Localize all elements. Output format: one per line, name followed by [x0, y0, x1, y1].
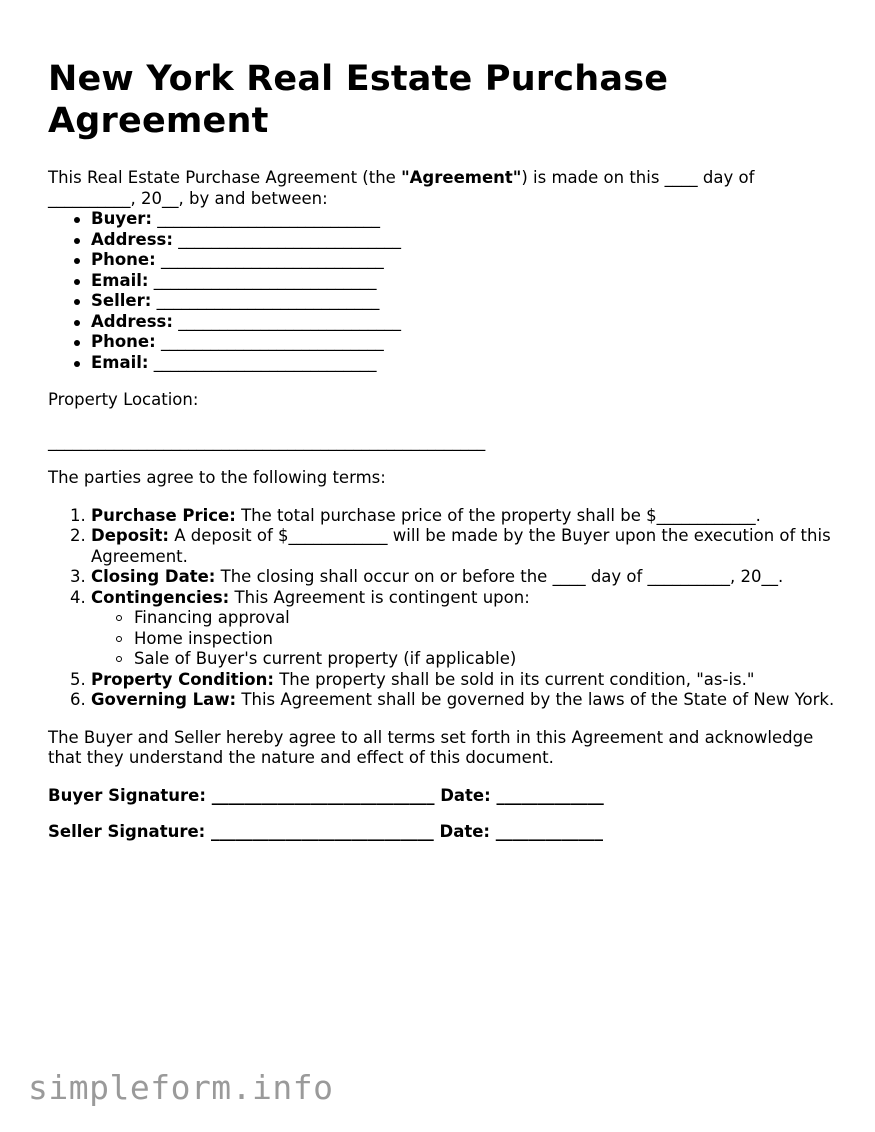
buyer-info-list: [48, 209, 838, 291]
seller-date-field[interactable]: _____________: [495, 822, 604, 841]
document: [48, 58, 838, 843]
closing-paragraph: The Buyer and Seller hereby agree to all terms set forth in this Agreement and acknowledge that they understand the nature and effect of this document.: [48, 727, 814, 767]
term-governing-law: [48, 690, 838, 711]
seller-phone-field[interactable]: ___________________________: [160, 332, 384, 351]
term-purchase-price: [48, 506, 838, 527]
buyer-signature-field[interactable]: ___________________________: [211, 785, 435, 805]
seller-name-field[interactable]: ___________________________: [156, 291, 380, 310]
field-label: Address:: [91, 311, 173, 331]
intro-text-end: ) is made on this ____ day of __________, 20__, by and between:: [48, 168, 755, 208]
term-deposit: [48, 526, 838, 567]
field-label: Phone:: [91, 250, 156, 269]
term-label: Governing Law:: [91, 690, 237, 709]
contingency-list: [91, 608, 838, 670]
buyer-address-field[interactable]: ___________________________: [178, 229, 401, 249]
term-label: Contingencies:: [91, 587, 230, 607]
terms-intro: The parties agree to the following terms:: [48, 468, 386, 487]
seller-email-field[interactable]: ___________________________: [153, 352, 377, 372]
watermark: simpleform.info: [28, 1068, 334, 1107]
list-item: [48, 271, 838, 292]
field-label: Email:: [91, 352, 149, 372]
buyer-signature-row: [48, 786, 838, 807]
list-item: Sale of Buyer's current property (if applicable): [91, 649, 838, 670]
term-closing-date: [48, 567, 838, 588]
term-contingencies: [48, 588, 838, 670]
property-location-field[interactable]: _____________________________________________________: [48, 431, 486, 451]
term-text: The property shall be sold in its current condition, "as-is.": [273, 669, 755, 689]
seller-signature-field[interactable]: ___________________________: [211, 822, 434, 841]
term-property-condition: [48, 670, 838, 691]
page-title: New York Real Estate Purchase Agreement: [48, 59, 669, 141]
buyer-date-field[interactable]: _____________: [496, 785, 604, 805]
term-number: 6.: [70, 690, 86, 709]
list-item: Financing approval: [91, 608, 838, 629]
list-item: [48, 332, 838, 353]
list-item: [48, 209, 838, 230]
buyer-name-field[interactable]: ___________________________: [157, 209, 381, 228]
term-text: This Agreement shall be governed by the laws of the State of New York.: [236, 690, 835, 709]
term-label: Closing Date:: [91, 567, 216, 586]
term-number: 4.: [70, 587, 86, 607]
field-label: Seller:: [91, 291, 152, 310]
buyer-email-field[interactable]: ___________________________: [153, 270, 377, 290]
seller-info-list: [48, 291, 838, 373]
term-number: 2.: [70, 526, 86, 545]
property-location-label: Property Location:: [48, 390, 199, 409]
term-number: 5.: [70, 669, 86, 689]
intro-paragraph: [48, 168, 838, 209]
term-number: 1.: [70, 505, 86, 525]
field-label: Address:: [91, 229, 173, 249]
list-item: [48, 250, 838, 271]
field-label: Phone:: [91, 332, 156, 351]
seller-signature-row: [48, 822, 838, 843]
list-item: [48, 230, 838, 251]
intro-text-start: This Real Estate Purchase Agreement (the: [48, 168, 402, 187]
list-item: [48, 312, 838, 333]
term-text: The total purchase price of the property shall be $____________.: [235, 505, 761, 525]
list-item: [48, 353, 838, 374]
term-text: A deposit of $____________ will be made by the Buyer upon the execution of this Agreement.: [91, 526, 831, 566]
field-label: Email:: [91, 270, 149, 290]
buyer-phone-field[interactable]: ___________________________: [160, 250, 384, 269]
terms-list: [48, 506, 838, 711]
term-text: The closing shall occur on or before the ____ day of __________, 20__.: [215, 567, 784, 586]
seller-date-label: Date:: [439, 822, 491, 841]
list-item: Home inspection: [91, 629, 838, 650]
term-label: Purchase Price:: [91, 505, 236, 525]
seller-address-field[interactable]: ___________________________: [178, 311, 401, 331]
term-text: This Agreement is contingent upon:: [229, 587, 530, 607]
seller-signature-label: Seller Signature:: [48, 822, 206, 841]
list-item: [48, 291, 838, 312]
term-label: Deposit:: [91, 526, 169, 545]
field-label: Buyer:: [91, 209, 153, 228]
term-number: 3.: [70, 567, 86, 586]
buyer-signature-label: Buyer Signature:: [48, 785, 206, 805]
term-label: Property Condition:: [91, 669, 274, 689]
buyer-date-label: Date:: [440, 785, 491, 805]
intro-agreement-term: "Agreement": [401, 168, 522, 187]
